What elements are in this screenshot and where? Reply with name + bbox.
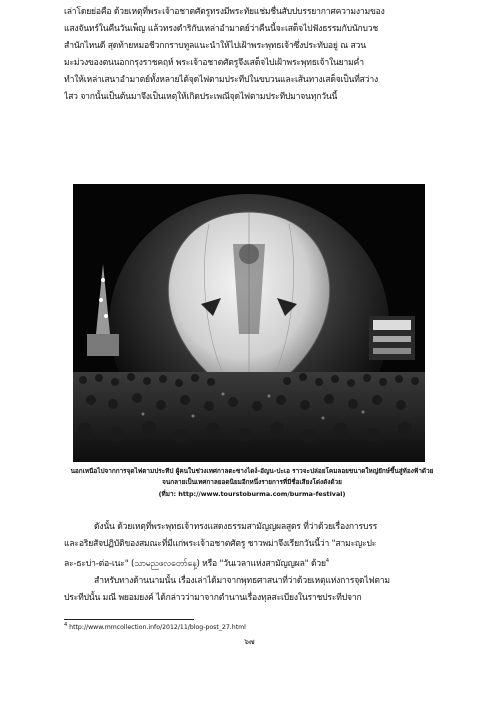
text-line: สำหรับทางด้านนามนั้น เรื่องเล่าได้มาจากพุทธศาสนาที่ว่าด้วยเหตุแห่งการจุดไฟตาม <box>94 575 390 586</box>
hot-air-balloon-festival-photo <box>73 184 425 462</box>
text-line: มะม่วงของตนนอกกรุงราชคฤห์ พระเจ้าอชาตศัตรูจึงเสด็จไปเฝ้าพระพุทธเจ้าในยามค่ำ <box>64 58 364 68</box>
footnote-number: 4 <box>64 622 68 628</box>
illuminated-building <box>369 316 415 360</box>
text-line: เล่าโดยย่อคือ ด้วยเหตุที่พระเจ้าอชาตศัตรูทรงมีพระทัยแช่มชื่นสับปบรรยากาศความงามของ <box>64 7 385 17</box>
page-number: ๖๗ <box>244 637 255 646</box>
text-line: สำนักไหนดี สุดท้ายหมอชีวกกราบทูลแนะนำให้ไปเฝ้าพระพุทธเจ้าซึ่งประทับอยู่ ณ สวน <box>64 41 366 51</box>
text-line <box>64 553 440 573</box>
text-line: ประทีปนั้น มณี พยอมยงค์ ได้กล่าวว่ามาจากตำนานเรื่องทุลสะเบียงในราชประทีปจาก <box>64 592 362 603</box>
footnote-divider <box>64 619 194 620</box>
footnote-marker: 4 <box>325 558 329 564</box>
text-line: ไสว จากนั้นเป็นต้นมาจึงเป็นเหตุให้เกิดประเพณีจุดไฟตามประทีปมาจนทุกวันนี้ <box>64 92 338 102</box>
text-line: ดังนั้น ด้วยเหตุที่พระพุทธเจ้าทรงแสดงธรรมสามัญญผลสูตร ที่ว่าด้วยเรื่องการบรร <box>94 522 378 532</box>
text-line: แสงจันทร์ในคืนวันเพ็ญ แล้วทรงดำริกับเหล่าอำมาตย์ว่าคืนนี้จะเสด็จไปฟังธรรมกับนักบวช <box>64 24 379 34</box>
crowd <box>73 372 425 462</box>
photo-caption-line: จนกลายเป็นเทศกาลยอดนิยมอีกหนึ่งรายการที่มีชื่อเสียงโด่งดังด้วย <box>162 478 342 486</box>
footnote <box>64 622 246 631</box>
body-paragraph-bottom <box>64 519 440 607</box>
photo-source-line: (ที่มา: http://www.tourstoburma.com/burma-festival) <box>158 490 346 498</box>
footnote-url: http://www.mmcollection.info/2012/11/blog-post_27.html <box>69 624 246 632</box>
text-line: ทำให้เหล่าเสนาอำมาตย์ทั้งหลายได้จุดไฟตามประทีปในขบวนและเส้นทางเสด็จเป็นที่สว่าง <box>64 75 378 85</box>
photo-caption-line: นอกเหนือไปจากการจุดไฟตามประทีป ผู้คนในช่วงเทศกาลตะซางไดง์-อัญน-ปะเอ ราวจะปล่อยโคมลอยขนาดใหญ่ยักษ์ขึ้นสู่ท้องฟ้าด้วย <box>70 467 434 475</box>
body-paragraph-top <box>64 4 440 106</box>
text-line-content: ละ-ธะบ่า-ต่อ-เนะ" (သာမညဖလတော်နေ့) หรือ "วันเวลาแห่งสามัญญผล" ด้วย <box>64 558 326 569</box>
text-line: และอริยสัจปฏิบัติของสมณะที่มีแก่พระเจ้าอชาตศัตรู ชาวพม่าจึงเรียกวันนี้ว่า "สามะญะปะ <box>64 539 377 549</box>
